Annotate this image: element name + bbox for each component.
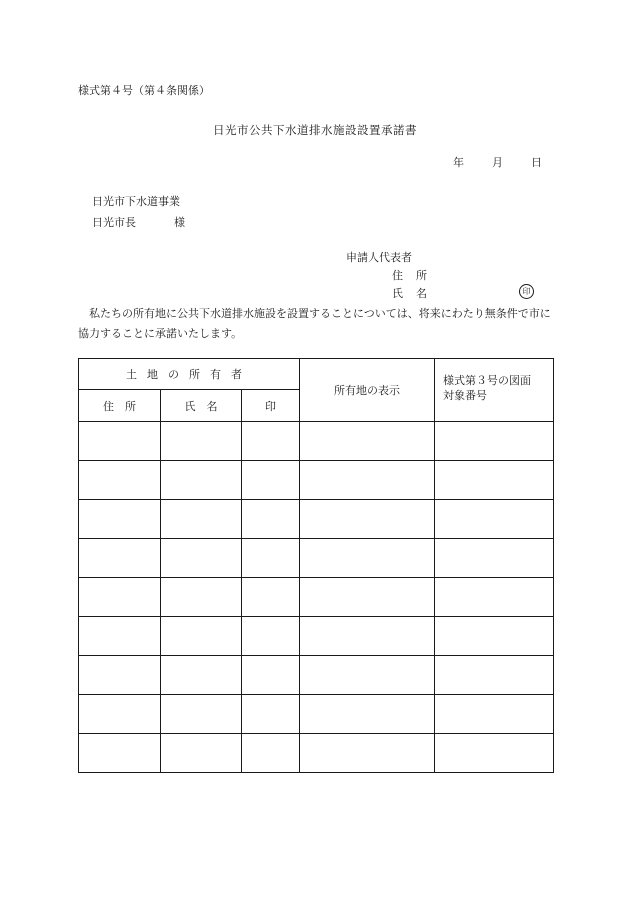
table-row (79, 656, 554, 695)
seal-cell[interactable] (242, 734, 300, 773)
reference-cell[interactable] (435, 617, 554, 656)
name-cell[interactable] (161, 422, 242, 461)
address-cell[interactable] (79, 500, 161, 539)
reference-cell[interactable] (435, 578, 554, 617)
address-cell[interactable] (79, 617, 161, 656)
table-row (79, 500, 554, 539)
table-row (79, 734, 554, 773)
owner-table (78, 358, 554, 773)
applicant-name-label (346, 285, 432, 303)
seal-cell[interactable] (242, 422, 300, 461)
consent-statement: 私たちの所有地に公共下水道排水施設を設置することについては、将来にわたり無条件で市に協力することに承諾いたします。 (78, 307, 551, 340)
location-cell[interactable] (300, 539, 435, 578)
name-cell[interactable] (161, 539, 242, 578)
seal-cell[interactable] (242, 656, 300, 695)
address-cell[interactable] (79, 461, 161, 500)
table-body (79, 422, 554, 773)
seal-cell[interactable] (242, 461, 300, 500)
seal-cell[interactable] (242, 539, 300, 578)
location-cell[interactable] (300, 617, 435, 656)
reference-cell[interactable] (435, 656, 554, 695)
document-title: 日光市公共下水道排水施設設置承諾書 (213, 123, 417, 137)
reference-cell[interactable] (435, 695, 554, 734)
location-cell[interactable] (300, 422, 435, 461)
name-char-2: 名 (416, 287, 427, 300)
name-cell[interactable] (161, 695, 242, 734)
addressee-mayor: 日光市長 (92, 216, 136, 229)
location-cell[interactable] (300, 461, 435, 500)
seal-mark: 印 (519, 284, 534, 299)
name-cell[interactable] (161, 500, 242, 539)
reference-header (435, 359, 554, 422)
reference-cell[interactable] (435, 539, 554, 578)
address-cell[interactable] (79, 656, 161, 695)
applicant-label: 申請人代表者 (346, 251, 412, 264)
addressee-honorific: 様 (174, 216, 185, 229)
owner-group-header: 土地の所有者 (79, 359, 300, 390)
table-row (79, 695, 554, 734)
address-cell[interactable] (79, 422, 161, 461)
address-cell[interactable] (79, 695, 161, 734)
location-cell[interactable] (300, 500, 435, 539)
table-row (79, 461, 554, 500)
owner-seal-header: 印 (242, 390, 300, 422)
name-cell[interactable] (161, 617, 242, 656)
reference-cell[interactable] (435, 461, 554, 500)
addressee-line1: 日光市下水道事業 (92, 195, 180, 208)
name-cell[interactable] (161, 656, 242, 695)
name-char-1: 氏 (392, 287, 403, 300)
location-cell[interactable] (300, 734, 435, 773)
location-cell[interactable] (300, 695, 435, 734)
address-char-2: 所 (416, 269, 427, 282)
date-day-label: 日 (531, 156, 542, 169)
table-row (79, 578, 554, 617)
seal-cell[interactable] (242, 617, 300, 656)
reference-cell[interactable] (435, 500, 554, 539)
seal-cell[interactable] (242, 578, 300, 617)
table-row (79, 617, 554, 656)
owner-name-header: 氏 名 (161, 390, 242, 422)
address-cell[interactable] (79, 539, 161, 578)
location-cell[interactable] (300, 578, 435, 617)
owner-address-header: 住 所 (79, 390, 161, 422)
date-month-label: 月 (492, 156, 503, 169)
date-year-label: 年 (453, 156, 464, 169)
date-line (453, 154, 542, 170)
address-cell[interactable] (79, 578, 161, 617)
name-cell[interactable] (161, 461, 242, 500)
addressee (92, 191, 185, 233)
seal-cell[interactable] (242, 695, 300, 734)
address-char-1: 住 (392, 269, 403, 282)
reference-header-line2: 対象番号 (443, 389, 488, 402)
reference-cell[interactable] (435, 734, 554, 773)
name-cell[interactable] (161, 734, 242, 773)
name-cell[interactable] (161, 578, 242, 617)
form-number: 様式第４号（第４条関係） (78, 84, 210, 97)
applicant-block (346, 249, 432, 303)
location-header: 所有地の表示 (300, 359, 435, 422)
addressee-line2 (92, 212, 185, 233)
applicant-address-label (346, 267, 432, 285)
table-row (79, 539, 554, 578)
location-cell[interactable] (300, 656, 435, 695)
table-row (79, 422, 554, 461)
address-cell[interactable] (79, 734, 161, 773)
seal-cell[interactable] (242, 500, 300, 539)
reference-header-line1: 様式第３号の図面 (443, 374, 532, 387)
reference-cell[interactable] (435, 422, 554, 461)
